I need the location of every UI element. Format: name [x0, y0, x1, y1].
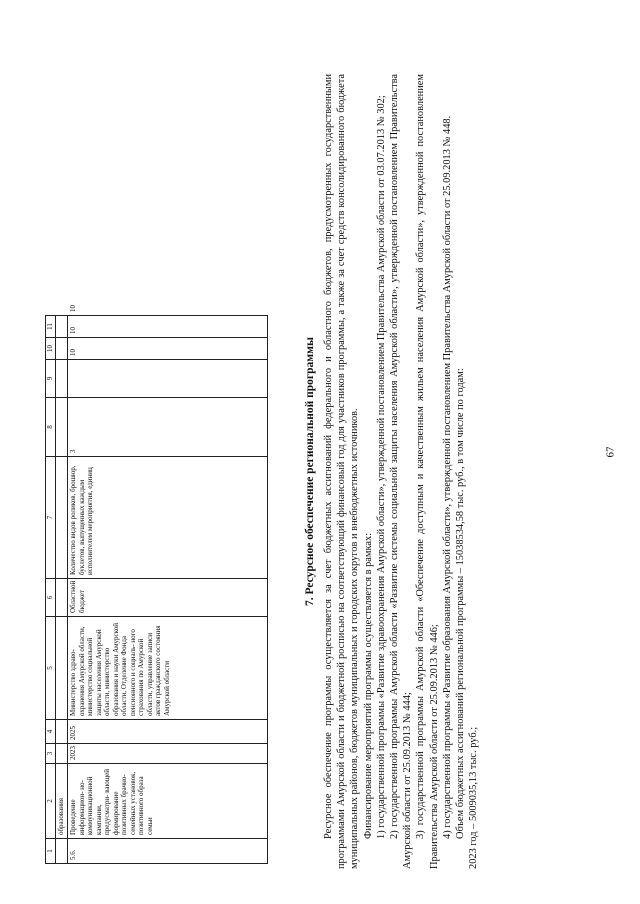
- column-number: 3: [46, 744, 56, 764]
- table-cell: [56, 617, 68, 720]
- paragraph: Финансирование мероприятий программы осуществляется в рамках:: [362, 532, 374, 839]
- table-row: [68, 69, 268, 864]
- column-number: 7: [46, 457, 56, 579]
- column-number: 10: [46, 338, 56, 360]
- value-col9: [68, 360, 268, 398]
- table-cell: [56, 360, 68, 398]
- column-number: 1: [46, 839, 56, 864]
- section-body: [322, 74, 480, 869]
- table-cell: [56, 720, 68, 744]
- paragraph: 4) государственной программы «Развитие образования Амурской области», утвержденной постановлением Правительства Амурской области от 25.09.2013 № 448.: [441, 115, 453, 839]
- paragraph: Ресурсное обеспечение программы осуществляется за счет бюджетных ассигнований федерального и областного бюджетов, предусмотренных государственными программами Амурской области и бюджетной росписью на соответствующий финансовый год для участников программы, а также за счет средств консолидированного бюджета муниципальных районов, бюджетов муниципальных и городских округов и внебюджетных источников.: [323, 74, 361, 869]
- table-cell: [56, 338, 68, 360]
- event-name: Проведение информацион- но-коммуникационной кампании, предусматри- вающей формирование позитивных брачно-семейных установок, позитивного образа семьи: [68, 764, 268, 839]
- row-number: 5.6.: [68, 839, 268, 864]
- program-events-table: [45, 68, 268, 864]
- page-number: 67: [604, 446, 616, 458]
- indicator: Количество видов роликов, брошюр, буклетов, выпущенных каждым исполнителем мероприятия, единиц: [68, 457, 268, 579]
- start-year: 2023: [68, 744, 268, 764]
- column-number: 5: [46, 617, 56, 720]
- column-number: 6: [46, 579, 56, 617]
- table-cell: [56, 579, 68, 617]
- column-number: 8: [46, 398, 56, 457]
- value-col8: 3: [68, 398, 268, 457]
- paragraph: 1) государственной программы «Развитие здравоохранения Амурской области», утвержденной постановлением Правительства Амурской области от 03.07.2013 № 302;: [375, 95, 387, 839]
- table-margin: [56, 69, 68, 316]
- section-title: 7. Ресурсное обеспечение региональной программы: [304, 337, 316, 606]
- funding-source: Областной бюджет: [68, 579, 268, 617]
- value-col10: 10: [68, 338, 268, 360]
- paragraph: Объем бюджетных ассигнований региональной программы – 15038534,58 тыс. руб., в том числе по годам:: [455, 368, 467, 839]
- end-year: 2025: [68, 720, 268, 744]
- table-cell: [56, 398, 68, 457]
- executors: Министерство здраво- охранения Амурской области, министерство социальной защиты населения Амурской области, министерство образования и науки Амурской области, Отделение Фонда пенсионного и социаль- ного страхования по Амурской области, управление записи актов гражданского состояния Амурской области: [68, 617, 268, 720]
- paragraph: 3) государственной программы Амурской области «Обеспечение доступным и качественным жильем населения Амурской области», утвержденной постановлением Правительства Амурской области от 25.09.2013 № 446;: [415, 74, 440, 869]
- table-continuation-row: [56, 69, 68, 864]
- column-number: 2: [46, 764, 56, 839]
- paragraph: 2023 год – 5009035,13 тыс. руб.;: [468, 726, 480, 869]
- column-number: 11: [46, 316, 56, 338]
- table-cell: [56, 316, 68, 338]
- table-margin: [46, 69, 56, 316]
- value-col11: 10: [68, 316, 268, 338]
- table-cell: [56, 744, 68, 764]
- table-cell: [56, 457, 68, 579]
- value-col12: 10: [68, 305, 77, 312]
- paragraph: 2) государственной программы Амурской области «Развитие системы социальной защиты населения Амурской области», утвержденной постановлением Правительства Амурской области от 25.09.2013 № 444;: [389, 74, 414, 869]
- column-number: 9: [46, 360, 56, 398]
- table-header-row: [46, 69, 56, 864]
- column-number: 4: [46, 720, 56, 744]
- table-cell-continuation: образования: [56, 764, 68, 839]
- table-cell: [56, 839, 68, 864]
- rotated-page-content: [40, 66, 580, 869]
